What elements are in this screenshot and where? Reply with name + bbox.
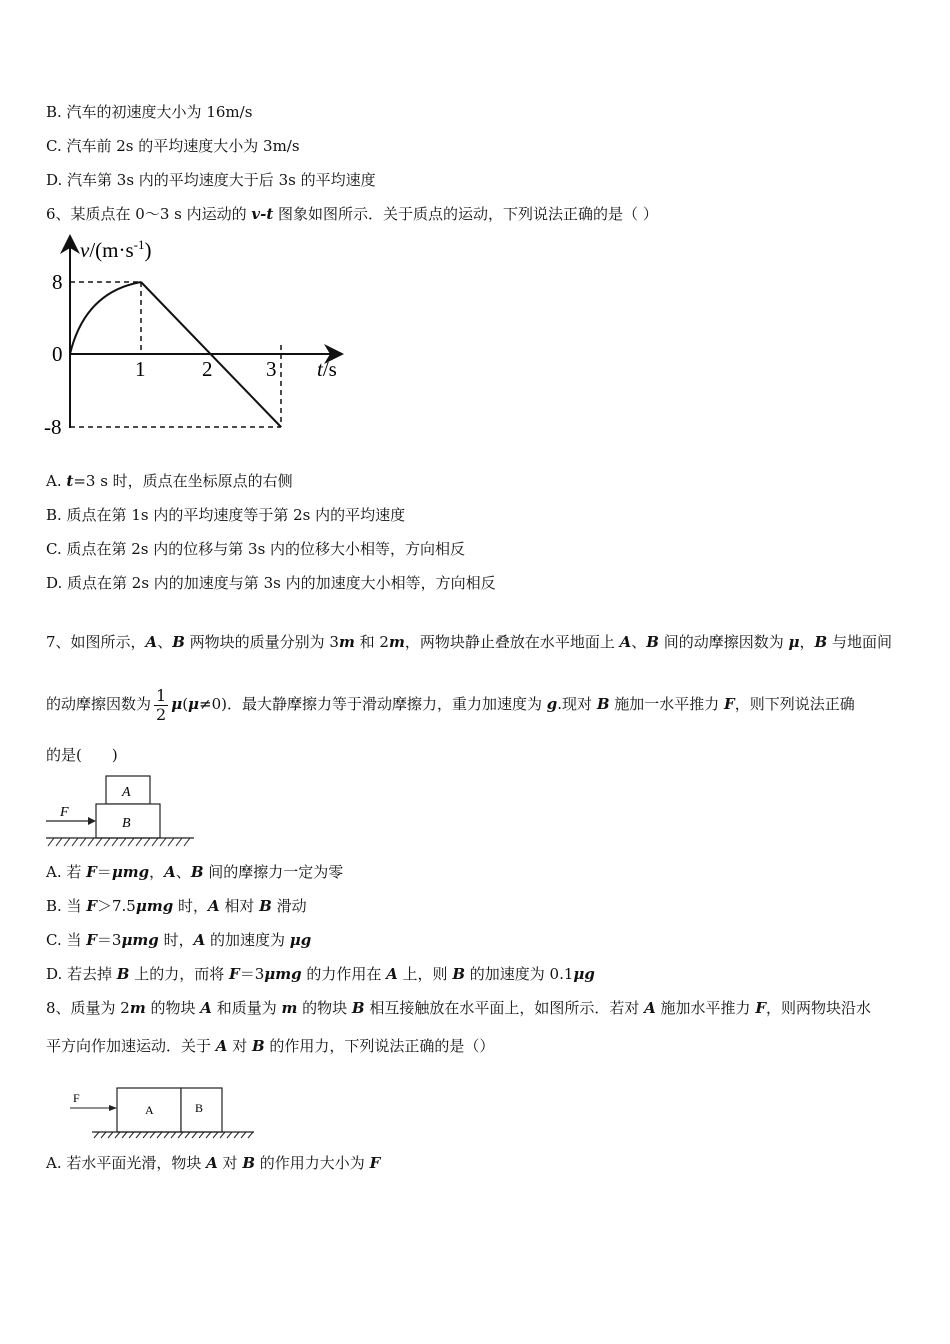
x-tick-3: 3: [266, 357, 277, 381]
force-arrow-head: [109, 1105, 117, 1111]
q7-option-c: C. 当 F＝3μmg 时，A 的加速度为 μg: [46, 931, 312, 949]
q6-vt-graph: [40, 230, 360, 445]
ground-hatching: [48, 838, 190, 846]
block-b-label: B: [195, 1101, 204, 1115]
q8-option-a: A. 若水平面光滑，物块 A 对 B 的作用力大小为 F: [46, 1154, 381, 1172]
x-axis-label: t/s: [317, 357, 337, 381]
force-label: F: [60, 805, 69, 820]
force-arrow-head: [88, 817, 96, 825]
velocity-curve: [70, 282, 141, 354]
q7-option-a: A. 若 F＝μmg，A、B 间的摩擦力一定为零: [46, 863, 344, 881]
x-tick-2: 2: [202, 357, 213, 381]
q6-option-b: B. 质点在第 1s 内的平均速度等于第 2s 内的平均速度: [46, 506, 406, 524]
q6-option-c: C. 质点在第 2s 内的位移与第 3s 内的位移大小相等，方向相反: [46, 540, 466, 558]
q5-option-c: C. 汽车前 2s 的平均速度大小为 3m/s: [46, 137, 300, 155]
y-tick-8: 8: [52, 270, 63, 294]
q7-stem-line2: 的动摩擦因数为 $\frac{1}{2}$ μ(μ≠0)．最大静摩擦力等于滑动摩擦力，重力加速度为 g.现对 B 施加一水平推力 F，则下列说法正确: [46, 685, 855, 724]
block-a-label: A: [145, 1103, 154, 1117]
q7-stem-line3: 的是( ): [46, 746, 118, 764]
q6-stem: 6、某质点在 0～3 s 内运动的 v-t 图象如图所示．关于质点的运动，下列说法正确的是（ ）: [46, 205, 658, 223]
ground-hatching: [94, 1132, 253, 1138]
q5-option-b: B. 汽车的初速度大小为 16m/s: [46, 103, 253, 121]
q7-option-d: D. 若去掉 B 上的力，而将 F＝3μmg 的力作用在 A 上，则 B 的加速度为 0.1μg: [46, 965, 595, 983]
y-axis-label: $v/(m\cdot s^{-1})$: [80, 237, 152, 262]
q6-option-d: D. 质点在第 2s 内的加速度与第 3s 内的加速度大小相等，方向相反: [46, 574, 496, 592]
q7-option-b: B. 当 F＞7.5μmg 时，A 相对 B 滑动: [46, 897, 307, 915]
block-b-label: B: [122, 816, 131, 831]
q7-block-figure: [44, 774, 196, 848]
y-tick-neg8: -8: [44, 415, 62, 439]
force-label: F: [73, 1091, 80, 1105]
q8-stem-line1: 8、质量为 2m 的物块 A 和质量为 m 的物块 B 相互接触放在水平面上，如图所示．若对 A 施加水平推力 F，则两物块沿水: [46, 999, 871, 1017]
q8-stem-line2: 平方向作加速运动．关于 A 对 B 的作用力，下列说法正确的是（）: [46, 1037, 495, 1055]
q7-stem-line1: 7、如图所示，A、B 两物块的质量分别为 3m 和 2m，两物块静止叠放在水平地面上 A、B 间的动摩擦因数为 μ，B 与地面间: [46, 633, 892, 651]
q5-option-d: D. 汽车第 3s 内的平均速度大于后 3s 的平均速度: [46, 171, 376, 189]
fraction-one-half: $\frac{1}{2}$: [156, 685, 167, 724]
origin-label: 0: [52, 342, 63, 366]
q6-option-a: A. t=3 s 时，质点在坐标原点的右侧: [46, 472, 293, 490]
x-tick-1: 1: [135, 357, 146, 381]
q8-block-figure: [68, 1086, 258, 1140]
block-a-label: A: [122, 785, 131, 800]
